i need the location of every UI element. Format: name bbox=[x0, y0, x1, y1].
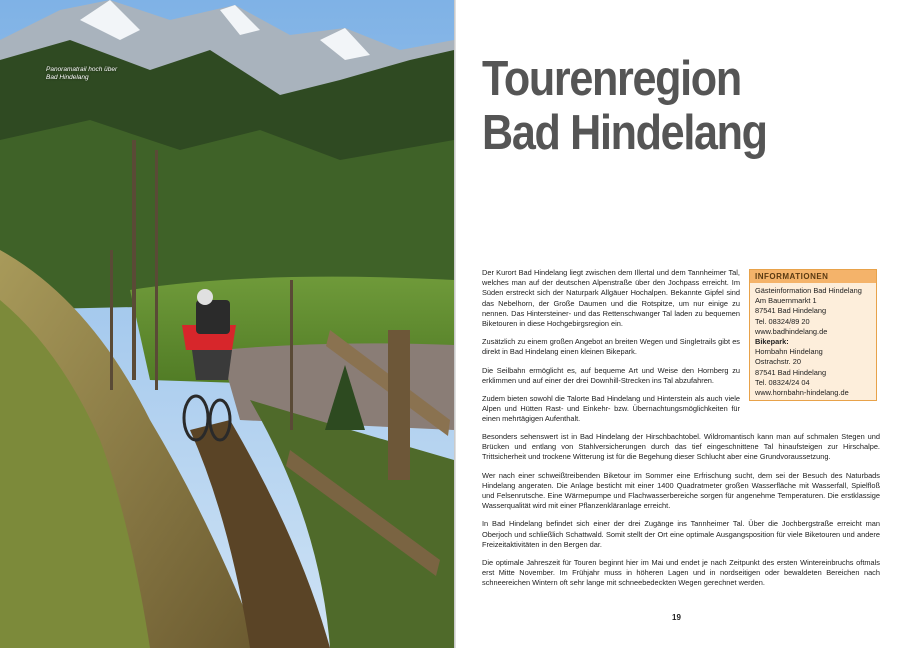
info-subheading-bikepark: Bikepark: bbox=[755, 337, 789, 347]
body-paragraph: Die optimale Jahreszeit für Touren beginnt hier im Mai und endet je nach Zeitpunkt des ersten Wintereinbruchs oftmals erst Mitte November. Im Frühjahr muss in höheren Lagen und in nordseitigen oder bewaldeten Bereichen nach schneereichen Wintern oft sehr lange mit schneebedeckten Wegen gerechnet werden. bbox=[482, 558, 880, 588]
photo-illustration bbox=[0, 0, 454, 648]
info-line: 87541 Bad Hindelang bbox=[755, 306, 827, 316]
photo-caption-line-1: Panoramatrail hoch über bbox=[46, 66, 118, 73]
info-line: Am Bauernmarkt 1 bbox=[755, 296, 817, 306]
photo-caption-line-2: Bad Hindelang bbox=[46, 74, 89, 81]
info-website: www.hornbahn-hindelang.de bbox=[755, 388, 849, 398]
info-box bbox=[749, 269, 877, 401]
info-box-heading: INFORMATIONEN bbox=[750, 270, 876, 283]
info-line: Tel. 08324/89 20 bbox=[755, 316, 810, 326]
intro-paragraph: Der Kurort Bad Hindelang liegt zwischen dem Illertal und dem Tannheimer Tal, welches man auf der deutschen Alpenstraße über den Jochpass erreicht. Im Süden erstreckt sich der Naturpark Allgäuer Hochalpen. Bekannte Gipfel sind das Nebelhorn, der Große Daumen und die Rotspitze, um nur einige zu nennen. Das Hintersteiner- und das Rettenschwanger Tal laden zu bequemen Biketouren in diese Hochgebirgsregion ein. bbox=[482, 268, 740, 329]
intro-paragraph: Zusätzlich zu einem großen Angebot an breiten Wegen und Singletrails gibt es direkt in Bad Hindelang einen kleinen Bikepark. bbox=[482, 337, 740, 357]
intro-paragraph: Die Seilbahn ermöglicht es, auf bequeme Art und Weise den Hornberg zu erklimmen und auf einer der drei Downhill-Strecken ins Tal abzufahren. bbox=[482, 365, 740, 385]
info-box-body bbox=[750, 283, 876, 400]
mountain-bike-photo bbox=[0, 0, 454, 648]
body-paragraph: Wer nach einer schweißtreibenden Biketour im Sommer eine Erfrischung sucht, dem sei der Besuch des Naturbads Hindelang angeraten. Die Anlage besticht mit einer 1400 Quadratmeter großen Wasserfläche mit Wasserfall, Spielfloß und Felsenrutsche. Eine Wärmepumpe und Flachwasserbereiche sorgen für angenehme Temperaturen. Die erstklassige Wasserqualität wird mit einer Pflanzenkläranlage erreicht. bbox=[482, 470, 880, 511]
body-paragraph: Besonders sehenswert ist in Bad Hindelang der Hirschbachtobel. Wildromantisch kann man auf schmalen Stegen und Brücken und entlang von Stahlversicherungen durch das tief eingeschnittene Tal hinaufsteigen zur Hirschalpe. Trittsicherheit und trockene Witterung ist für die Begehung dieser Schlucht aber eine Grundvoraussetzung. bbox=[482, 432, 880, 462]
info-line: Tel. 08324/24 04 bbox=[755, 377, 810, 387]
info-line: Hornbahn Hindelang bbox=[755, 347, 823, 357]
info-line: 87541 Bad Hindelang bbox=[755, 367, 827, 377]
body-paragraph: In Bad Hindelang befindet sich einer der drei Zugänge ins Tannheimer Tal. Über die Jochbergstraße erreicht man Oberjoch und schließlich Schattwald. Somit stellt der Ort eine optimale Ausgangsposition für viele Biketouren und andere Freizeitaktivitäten in den Bergen dar. bbox=[482, 519, 880, 549]
body-column bbox=[482, 432, 880, 597]
text-page bbox=[456, 0, 910, 648]
page-title-line-2: Bad Hindelang bbox=[482, 106, 767, 160]
page-number: 19 bbox=[672, 613, 681, 622]
page-title bbox=[482, 52, 767, 160]
page-title-line-1: Tourenregion bbox=[482, 52, 741, 106]
info-line: Ostrachstr. 20 bbox=[755, 357, 802, 367]
photo-caption bbox=[46, 66, 166, 82]
intro-column bbox=[482, 268, 740, 433]
intro-paragraph: Zudem bieten sowohl die Talorte Bad Hindelang und Hinterstein als auch viele Alpen und Hütten Rast- und Einkehr- bzw. Übernachtungsmöglichkeiten für einen mehrtägigen Aufenthalt. bbox=[482, 394, 740, 424]
info-website: www.badhindelang.de bbox=[755, 326, 828, 336]
info-line: Gästeinformation Bad Hindelang bbox=[755, 286, 862, 295]
